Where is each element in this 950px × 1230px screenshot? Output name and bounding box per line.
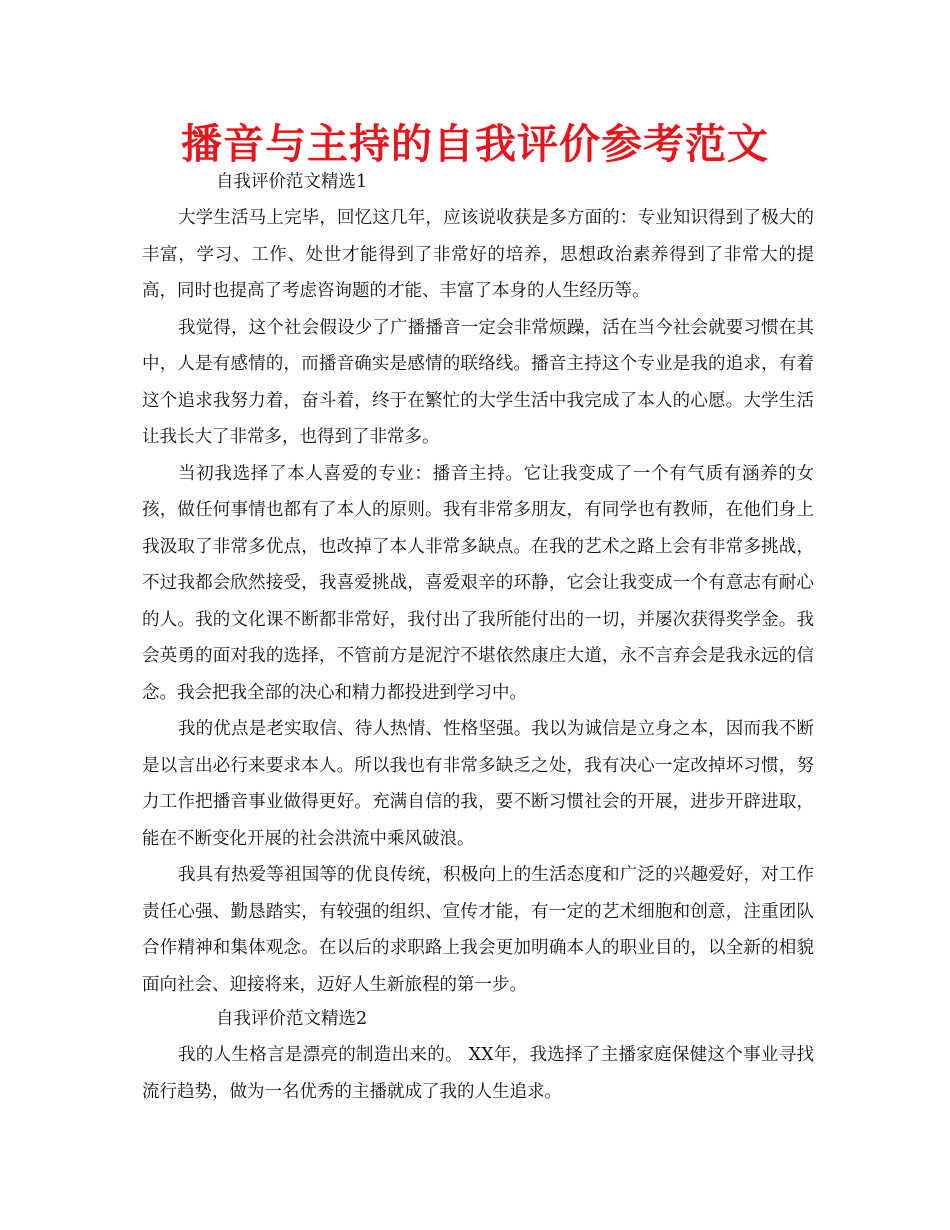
paragraph: 我觉得，这个社会假设少了广播播音一定会非常烦躁，活在当今社会就要习惯在其中，人是有感情的，而播音确实是感情的联络线。播音主持这个专业是我的追求，有着这个追求我努力着，奋斗着，终于在繁忙的大学生活中我完成了本人的心愿。大学生活让我长大了非常多，也得到了非常多。 [142,317,814,447]
paragraph: 当初我选择了本人喜爱的专业：播音主持。它让我变成了一个有气质有涵养的女孩，做任何事情也都有了本人的原则。我有非常多朋友，有同学也有教师，在他们身上我汲取了非常多优点，也改掉了本人非常多缺点。在我的艺术之路上会有非常多挑战，不过我都会欣然接受，我喜爱挑战，喜爱艰辛的环静，它会让我变成一个有意志有耐心的人。我的文化课不断都非常好，我付出了我所能付出的一切，并屡次获得奖学金。我会英勇的面对我的选择，不管前方是泥泞不堪依然康庄大道，永不言弃会是我永远的信念。我会把我全部的决心和精力都投进到学习中。 [142,463,814,703]
document-title: 播音与主持的自我评价参考范文 [181,120,769,168]
paragraph: 大学生活马上完毕，回忆这几年，应该说收获是多方面的：专业知识得到了极大的丰富，学习、工作、处世才能得到了非常好的培养，思想政治素养得到了非常大的提高，同时也提高了考虑咨询题的才能、丰富了本身的人生经历等。 [142,208,814,301]
section-heading: 自我评价范文精选1 [216,172,368,192]
document-body [142,168,814,1110]
paragraph: 我具有热爱等祖国等的优良传统，积极向上的生活态度和广泛的兴趣爱好，对工作责任心强、勤恳踏实，有较强的组织、宣传才能，有一定的艺术细胞和创意，注重团队合作精神和集体观念。在以后的求职路上我会更加明确本人的职业目的，以全新的相貌面向社会、迎接将来，迈好人生新旅程的第一步。 [142,865,814,995]
paragraph: 我的人生格言是漂亮的制造出来的。 XX年，我选择了主播家庭保健这个事业寻找流行趋势，做为一名优秀的主播就成了我的人生追求。 [142,1045,814,1102]
section-heading: 自我评价范文精选2 [216,1009,368,1029]
paragraph: 我的优点是老实取信、待人热情、性格坚强。我以为诚信是立身之本，因而我不断是以言出必行来要求本人。所以我也有非常多缺乏之处，我有决心一定改掉坏习惯，努力工作把播音事业做得更好。充满自信的我，要不断习惯社会的开展，进步开辟进取，能在不断变化开展的社会洪流中乘风破浪。 [142,719,814,849]
